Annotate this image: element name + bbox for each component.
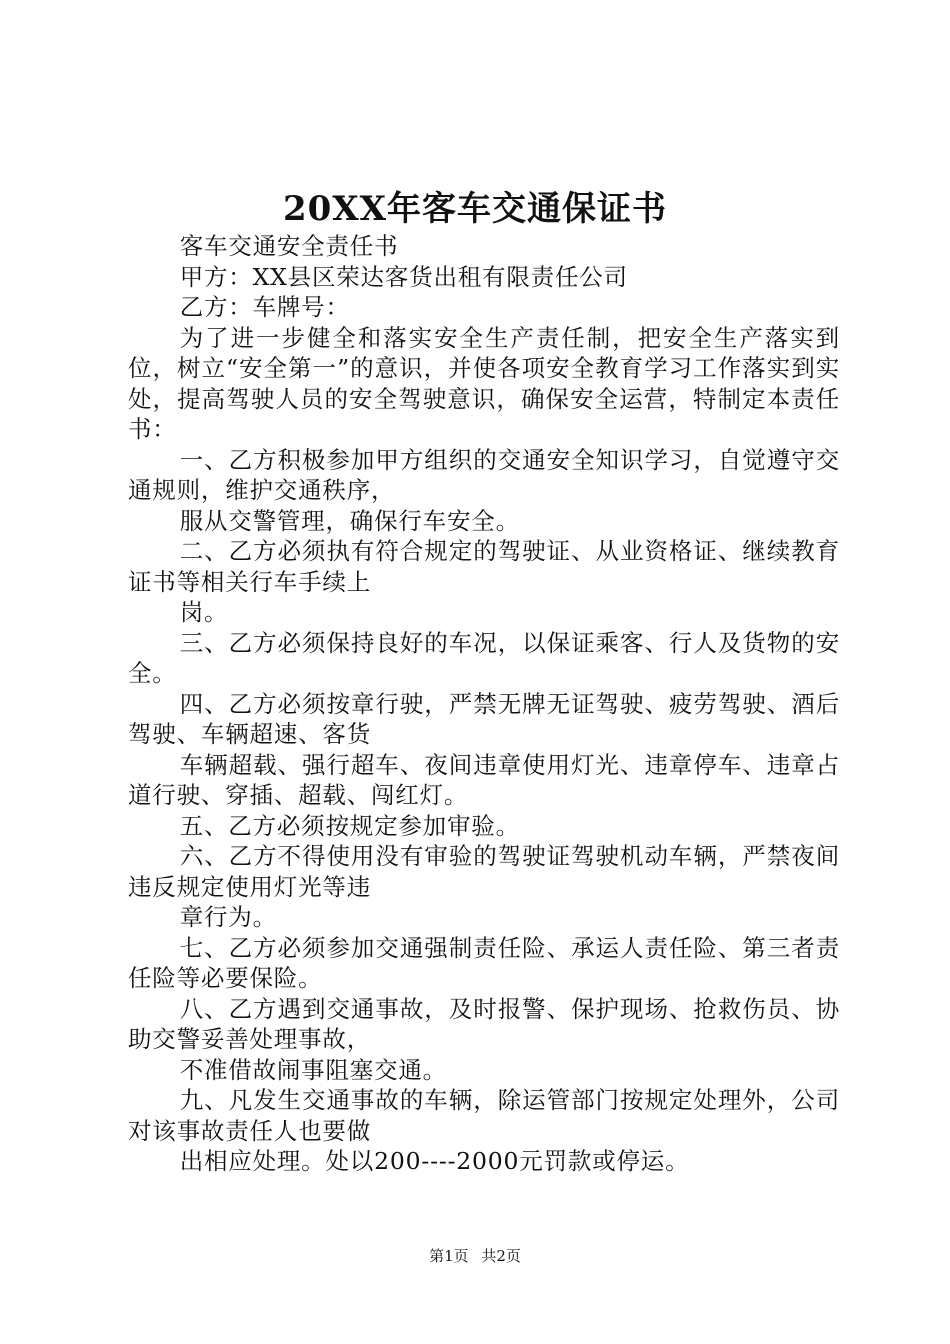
paragraph-clause-3: 三、乙方必须保持良好的车况，以保证乘客、行人及货物的安全。 xyxy=(128,628,840,687)
paragraph-clause-6: 六、乙方不得使用没有审验的驾驶证驾驶机动车辆，严禁夜间违反规定使用灯光等违 xyxy=(128,842,840,901)
paragraph-clause-9-cont: 出相应处理。处以200----2000元罚款或停运。 xyxy=(179,1147,690,1175)
paragraph-clause-8: 八、乙方遇到交通事故，及时报警、保护现场、抢救伤员、协助交警妥善处理事故， xyxy=(128,994,840,1053)
paragraph-clause-7: 七、乙方必须参加交通强制责任险、承运人责任险、第三者责任险等必要保险。 xyxy=(128,933,840,992)
paragraph-clause-4-cont: 车辆超载、强行超车、夜间违章使用灯光、违章停车、违章占道行驶、穿插、超载、闯红灯。 xyxy=(128,750,840,809)
document-title: 20XX年客车交通保证书 xyxy=(282,189,668,229)
paragraph-clause-6-cont: 章行为。 xyxy=(179,903,277,931)
document-body xyxy=(128,231,840,1177)
page-total: 共2页 xyxy=(481,1247,521,1265)
paragraph-intro: 为了进一步健全和落实安全生产责任制，把安全生产落实到位，树立“安全第一”的意识，并使各项安全教育学习工作落实到实处，提高驾驶人员的安全驾驶意识，确保安全运营，特制定本责任书： xyxy=(128,323,840,443)
paragraph-clause-1-cont: 服从交警管理，确保行车安全。 xyxy=(179,506,520,535)
page-footer xyxy=(0,1245,950,1267)
paragraph-clause-1: 一、乙方积极参加甲方组织的交通安全知识学习，自觉遵守交通规则，维护交通秩序， xyxy=(128,445,840,504)
page-number: 第1页 xyxy=(429,1247,469,1265)
paragraph-party-a: 甲方：XX县区荣达客货出租有限责任公司 xyxy=(179,262,628,291)
paragraph-party-b: 乙方：车牌号： xyxy=(179,293,350,321)
paragraph-clause-2-cont: 岗。 xyxy=(179,598,229,626)
paragraph-clause-9: 九、凡发生交通事故的车辆，除运管部门按规定处理外，公司对该事故责任人也要做 xyxy=(128,1086,840,1145)
paragraph-clause-4: 四、乙方必须按章行驶，严禁无牌无证驾驶、疲劳驾驶、酒后驾驶、车辆超速、客货 xyxy=(128,689,840,748)
paragraph-clause-5: 五、乙方必须按规定参加审验。 xyxy=(179,811,520,840)
paragraph-clause-8-cont: 不准借故闹事阻塞交通。 xyxy=(179,1055,447,1084)
paragraph-clause-2: 二、乙方必须执有符合规定的驾驶证、从业资格证、继续教育证书等相关行车手续上 xyxy=(128,537,840,596)
paragraph-subtitle: 客车交通安全责任书 xyxy=(179,232,399,260)
